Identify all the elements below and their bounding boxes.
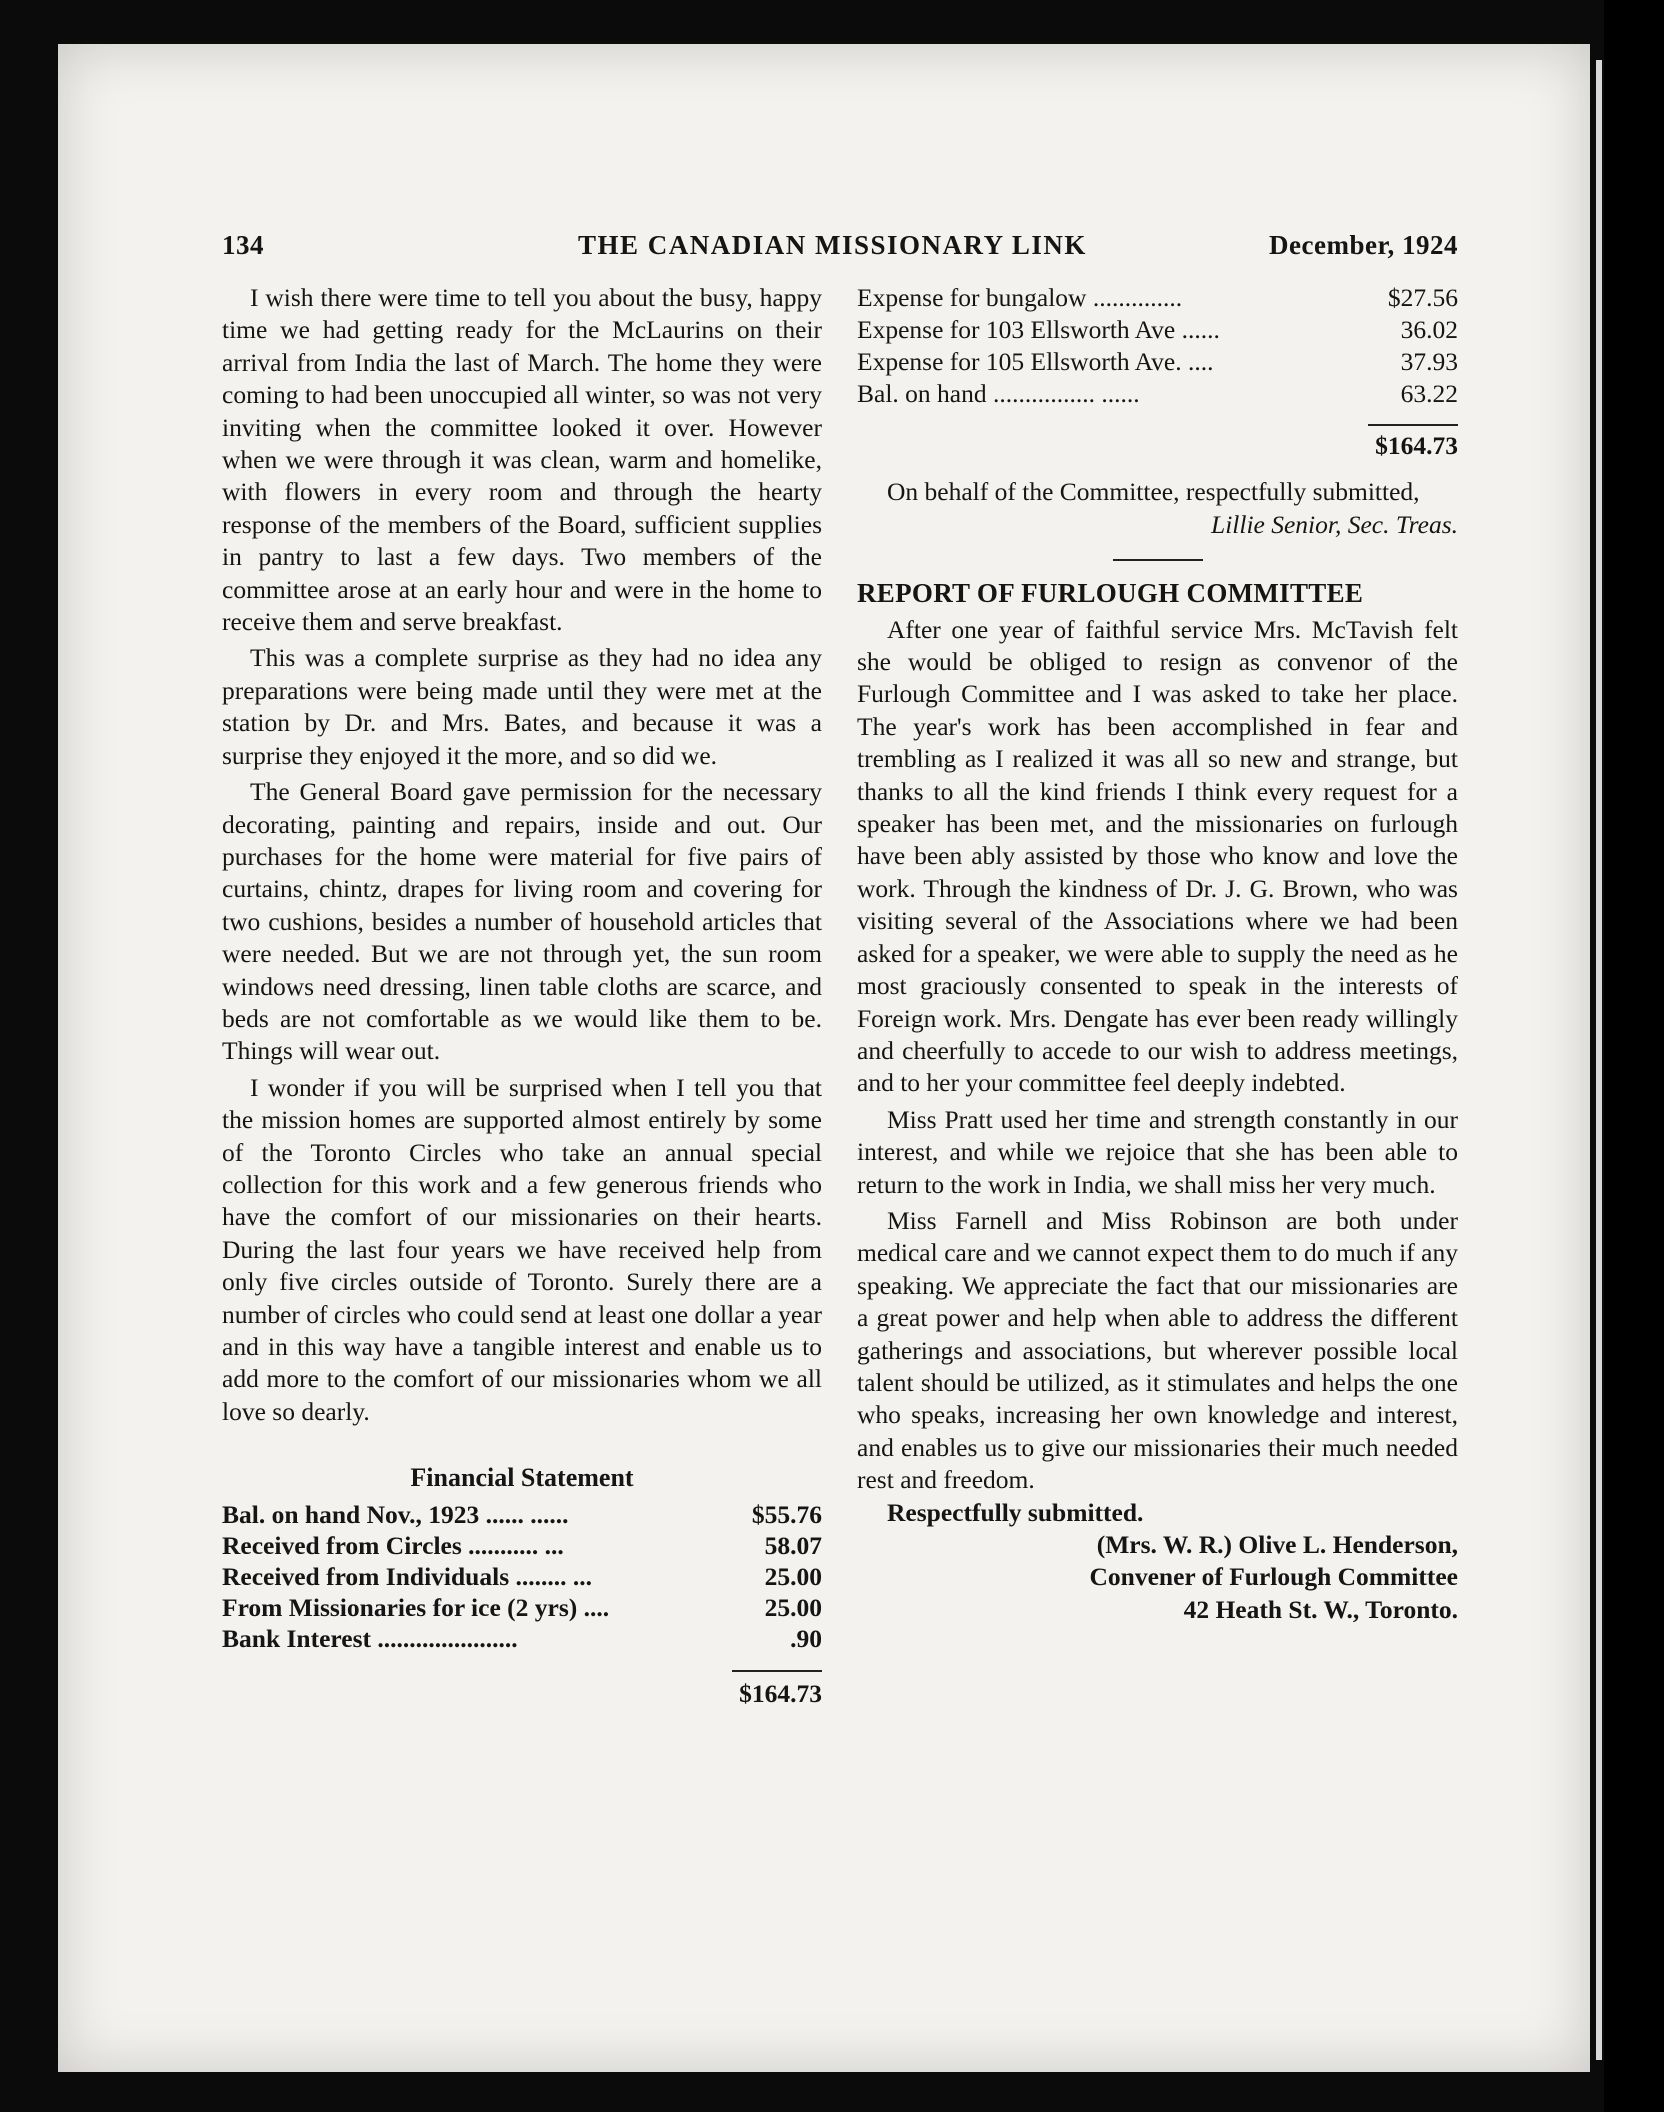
binding-edge bbox=[1596, 60, 1602, 2060]
row-amount: $27.56 bbox=[1387, 283, 1458, 312]
row-label: Expense for bungalow .............. bbox=[857, 283, 1183, 312]
expenses-total: $164.73 bbox=[1375, 431, 1458, 460]
row-label: Expense for 105 Ellsworth Ave. .... bbox=[857, 347, 1214, 376]
table-row bbox=[857, 282, 1458, 314]
table-row bbox=[222, 1499, 822, 1530]
signature-address: 42 Heath St. W., Toronto. bbox=[1183, 1594, 1458, 1624]
expenses-table bbox=[857, 282, 1458, 410]
paragraph: Miss Farnell and Miss Robinson are both under medical care and we cannot expect them to do much if any speaking. We appreciate the fact that our missionaries are a great power and help when able to address the different gatherings and associations, but wherever possible local talent should be utilized, as it stimulates and helps the one who speaks, increasing her own knowledge and interest, and enables us to give our missionaries their much needed rest and freedom. bbox=[857, 1205, 1458, 1495]
total-rule bbox=[732, 1670, 822, 1672]
closing-line: Respectfully submitted. bbox=[887, 1497, 1144, 1527]
paragraph: I wish there were time to tell you about the busy, happy time we had getting ready for the McLaurins on their arrival from India the last of March. The home they were coming to had been unoccupied all winter, so was not very inviting when the committee looked it over. However when we were through it was clean, warm and homelike, with flowers in every room and through the hearty response of the members of the Board, sufficient supplies in pantry to last a few days. Two members of the committee arose at an early hour and were in the home to receive them and serve breakfast. bbox=[222, 283, 822, 637]
running-head bbox=[222, 230, 1458, 270]
row-amount: 36.02 bbox=[1400, 315, 1458, 344]
row-amount: .90 bbox=[790, 1623, 822, 1653]
signer-name: Lillie Senior, bbox=[1211, 509, 1342, 539]
row-amount: 25.00 bbox=[764, 1561, 822, 1591]
row-label: Expense for 103 Ellsworth Ave ...... bbox=[857, 315, 1220, 344]
section-divider bbox=[1113, 559, 1203, 561]
table-row bbox=[222, 1530, 822, 1561]
publication-title: THE CANADIAN MISSIONARY LINK bbox=[578, 230, 1087, 260]
row-label: Bal. on hand Nov., 1923 ...... ...... bbox=[222, 1499, 569, 1529]
row-amount: 37.93 bbox=[1400, 347, 1458, 376]
table-row bbox=[857, 314, 1458, 346]
table-row bbox=[857, 378, 1458, 410]
row-label: Bal. on hand ................ ...... bbox=[857, 379, 1140, 408]
table-row bbox=[857, 346, 1458, 378]
row-amount: 25.00 bbox=[764, 1592, 822, 1622]
row-amount: 58.07 bbox=[764, 1530, 822, 1560]
behalf-line: On behalf of the Committee, respectfully submitted, bbox=[887, 477, 1420, 507]
paragraph: Miss Pratt used her time and strength constantly in our interest, and while we rejoice that she has been able to return to the work in India, we shall miss her very much. bbox=[857, 1104, 1458, 1199]
signature-title: Convener of Furlough Committee bbox=[1089, 1562, 1458, 1592]
right-column bbox=[857, 282, 1458, 1626]
row-label: Received from Circles ........... ... bbox=[222, 1530, 564, 1560]
row-label: From Missionaries for ice (2 yrs) .... bbox=[222, 1592, 610, 1622]
row-label: Received from Individuals ........ ... bbox=[222, 1561, 592, 1591]
paragraph: The General Board gave permission for the necessary decorating, painting and repairs, inside and out. Our purchases for the home were material for five pairs of curtains, chintz, drapes for living room and covering for two cushions, besides a number of household articles that were needed. But we are not through yet, the sun room windows need dressing, linen table cloths are scarce, and beds are not comfortable as we would like them to be. Things will wear out. bbox=[222, 777, 822, 1066]
paragraph: After one year of faithful service Mrs. McTavish felt she would be obliged to resign as convenor of the Furlough Committee and I was asked to take her place. The year's work has been accomplished in fear and trembling as I realized it was all so new and strange, but thanks to all the kind friends I think every request for a speaker has been met, and the missionaries on furlough have been ably assisted by those who know and love the work. Through the kindness of Dr. J. G. Brown, who was visiting several of the Associations where we had been asked for a speaker, we were able to supply the need as he most graciously consented to speak in the interests of Foreign work. Mrs. Dengate has ever been ready willingly and cheerfully to accede to our wish to address meetings, and to her your committee feel deeply indebted. bbox=[857, 614, 1458, 1098]
paragraph: This was a complete surprise as they had no idea any preparations were being made until they were met at the station by Dr. and Mrs. Bates, and because it was a surprise they enjoyed it the more, and so did we. bbox=[222, 643, 822, 770]
report-heading: REPORT OF FURLOUGH COMMITTEE bbox=[857, 578, 1364, 609]
page-number: 134 bbox=[222, 230, 264, 260]
treasurer-signature bbox=[857, 509, 1458, 541]
scan-border bbox=[1604, 0, 1664, 2112]
left-column bbox=[222, 282, 822, 1710]
signer-title: Sec. Treas. bbox=[1347, 509, 1458, 539]
row-label: Bank Interest ...................... bbox=[222, 1623, 518, 1653]
table-row bbox=[222, 1592, 822, 1623]
row-amount: $55.76 bbox=[751, 1499, 822, 1529]
total-rule bbox=[1368, 424, 1458, 426]
signature-name: (Mrs. W. R.) Olive L. Henderson, bbox=[1096, 1530, 1458, 1559]
financial-statement-heading: Financial Statement bbox=[410, 1463, 634, 1493]
issue-date: December, 1924 bbox=[1269, 230, 1458, 260]
table-row bbox=[222, 1561, 822, 1592]
paragraph: I wonder if you will be surprised when I tell you that the mission homes are supported almost entirely by some of the Toronto Circles who take an annual special collection for this work and a few generous friends who have the comfort of our missionaries on their hearts. During the last four years we have received help from only five circles outside of Toronto. Surely there are a number of circles who could send at least one dollar a year and in this way have a tangible interest and enable us to add more to the comfort of our missionaries whom we all love so dearly. bbox=[222, 1072, 822, 1426]
row-amount: 63.22 bbox=[1400, 379, 1458, 408]
financial-total: $164.73 bbox=[739, 1678, 822, 1708]
financial-statement-table bbox=[222, 1499, 822, 1654]
table-row bbox=[222, 1623, 822, 1654]
